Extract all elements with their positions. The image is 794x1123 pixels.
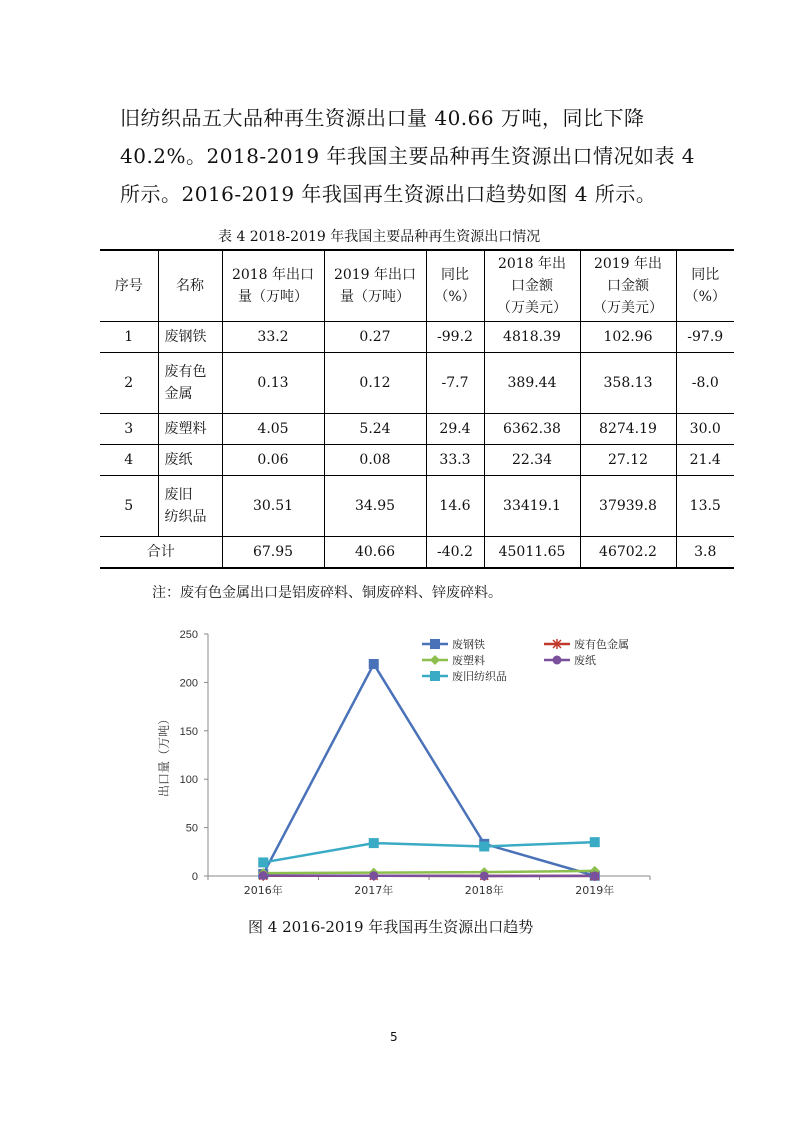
legend-marker [553, 656, 562, 665]
header-text: 量（万吨） [340, 289, 410, 305]
export-table [100, 249, 734, 569]
legend-label: 废有色金属 [574, 638, 629, 651]
legend-marker [430, 639, 440, 649]
row-number: 2 [100, 353, 158, 414]
header-text: （%） [684, 289, 726, 305]
table-cell: -7.7 [426, 353, 484, 414]
table-caption: 表 4 2018-2019 年我国主要品种再生资源出口情况 [218, 229, 541, 245]
table-cell: -40.2 [426, 537, 484, 569]
table-cell: -99.2 [426, 322, 484, 353]
table-cell: 14.6 [426, 476, 484, 537]
item-name: 废有色 金属 [158, 353, 222, 414]
x-tick-label: 2017年 [354, 884, 394, 897]
table-row [100, 414, 734, 445]
table-row [100, 353, 734, 414]
table-header-cell [426, 250, 484, 322]
table-cell: 33.2 [222, 322, 324, 353]
table-cell: 358.13 [580, 353, 676, 414]
table-cell: 30.0 [676, 414, 734, 445]
data-point [480, 871, 489, 880]
table-header-row [100, 250, 734, 322]
export-trend-chart [150, 622, 670, 904]
table-cell: 22.34 [484, 445, 580, 476]
header-text: 同比 [691, 267, 720, 283]
table-header-cell [580, 250, 676, 322]
data-point [590, 871, 599, 880]
table-cell: -97.9 [676, 322, 734, 353]
y-tick-label: 50 [185, 822, 198, 835]
table-header-cell [484, 250, 580, 322]
series-line [263, 871, 595, 873]
table-total-row [100, 537, 734, 569]
data-point [479, 841, 489, 851]
header-text: 2018 年出 [497, 256, 567, 272]
header-text: （万美元） [593, 300, 663, 316]
table-row [100, 476, 734, 537]
row-number: 3 [100, 414, 158, 445]
table-cell: 33419.1 [484, 476, 580, 537]
table-note: 注：废有色金属出口是铝废碎料、铜废碎料、锌废碎料。 [152, 585, 502, 601]
table-row [100, 445, 734, 476]
table-cell: 40.66 [324, 537, 426, 569]
y-tick-label: 200 [179, 677, 198, 690]
table-cell: 4.05 [222, 414, 324, 445]
item-name: 废塑料 [158, 414, 222, 445]
data-point [590, 837, 600, 847]
table-cell: 21.4 [676, 445, 734, 476]
x-tick-label: 2016年 [243, 884, 283, 897]
y-tick-label: 250 [179, 629, 198, 641]
body-paragraph [120, 99, 696, 213]
x-tick-label: 2018年 [464, 884, 504, 897]
total-label: 合计 [100, 537, 222, 569]
table-header-cell [222, 250, 324, 322]
item-name: 废纸 [158, 445, 222, 476]
header-text: 名称 [176, 278, 204, 294]
table-cell: 13.5 [676, 476, 734, 537]
table-row [100, 322, 734, 353]
row-number: 1 [100, 322, 158, 353]
data-point [258, 857, 268, 867]
table-cell: 4818.39 [484, 322, 580, 353]
table-cell: 33.3 [426, 445, 484, 476]
legend-label: 废旧纺织品 [452, 670, 507, 683]
figure-caption: 图 4 2016-2019 年我国再生资源出口趋势 [248, 918, 534, 936]
header-text: 口金额 [607, 278, 649, 294]
series-line [263, 842, 595, 862]
legend-marker [430, 671, 440, 681]
x-tick-label: 2019年 [575, 884, 615, 897]
data-point [369, 659, 379, 669]
y-tick-label: 100 [179, 774, 198, 787]
table-cell: 34.95 [324, 476, 426, 537]
table-cell: 46702.2 [580, 537, 676, 569]
table-cell: 0.08 [324, 445, 426, 476]
y-tick-label: 0 [191, 871, 198, 883]
data-point [259, 871, 268, 880]
table-header-cell [324, 250, 426, 322]
paragraph-line: 旧纺织品五大品种再生资源出口量 40.66 万吨，同比下降 [120, 106, 645, 130]
row-number: 5 [100, 476, 158, 537]
y-axis-label: 出口量（万吨） [157, 712, 171, 798]
paragraph-line: 所示。2016-2019 年我国再生资源出口趋势如图 4 所示。 [120, 182, 657, 206]
table-cell: 67.95 [222, 537, 324, 569]
legend-label: 废塑料 [452, 654, 485, 667]
legend-marker [430, 655, 440, 665]
table-cell: 0.13 [222, 353, 324, 414]
table-cell: 0.12 [324, 353, 426, 414]
data-point [369, 838, 379, 848]
row-number: 4 [100, 445, 158, 476]
header-text: 口金额 [511, 278, 553, 294]
legend-label: 废纸 [574, 654, 596, 667]
table-header-cell [158, 250, 222, 322]
header-text: 序号 [114, 278, 143, 294]
table-cell: 27.12 [580, 445, 676, 476]
item-name: 废旧 纺织品 [158, 476, 222, 537]
table-cell: 37939.8 [580, 476, 676, 537]
header-text: 2018 年出口 [231, 267, 315, 283]
header-text: 量（万吨） [238, 289, 308, 305]
item-name: 废钢铁 [158, 322, 222, 353]
table-header-cell [100, 250, 158, 322]
table-cell: 0.06 [222, 445, 324, 476]
header-text: 2019 年出口 [333, 267, 417, 283]
table-cell: 0.27 [324, 322, 426, 353]
table-cell: 5.24 [324, 414, 426, 445]
page-number: 5 [390, 1030, 398, 1044]
table-cell: 29.4 [426, 414, 484, 445]
table-cell: 389.44 [484, 353, 580, 414]
table-cell: 30.51 [222, 476, 324, 537]
table-cell: 6362.38 [484, 414, 580, 445]
table-cell: 3.8 [676, 537, 734, 569]
legend-label: 废钢铁 [452, 638, 485, 651]
table-cell: 102.96 [580, 322, 676, 353]
data-point [369, 871, 378, 880]
header-text: （%） [434, 289, 476, 305]
header-text: （万美元） [497, 300, 567, 316]
table-header-cell [676, 250, 734, 322]
table-cell: -8.0 [676, 353, 734, 414]
header-text: 同比 [441, 267, 469, 283]
y-tick-label: 150 [179, 725, 198, 738]
table-cell: 45011.65 [484, 537, 580, 569]
header-text: 2019 年出 [593, 256, 663, 272]
table-cell: 8274.19 [580, 414, 676, 445]
paragraph-line: 40.2%。2018-2019 年我国主要品种再生资源出口情况如表 4 [120, 144, 696, 168]
